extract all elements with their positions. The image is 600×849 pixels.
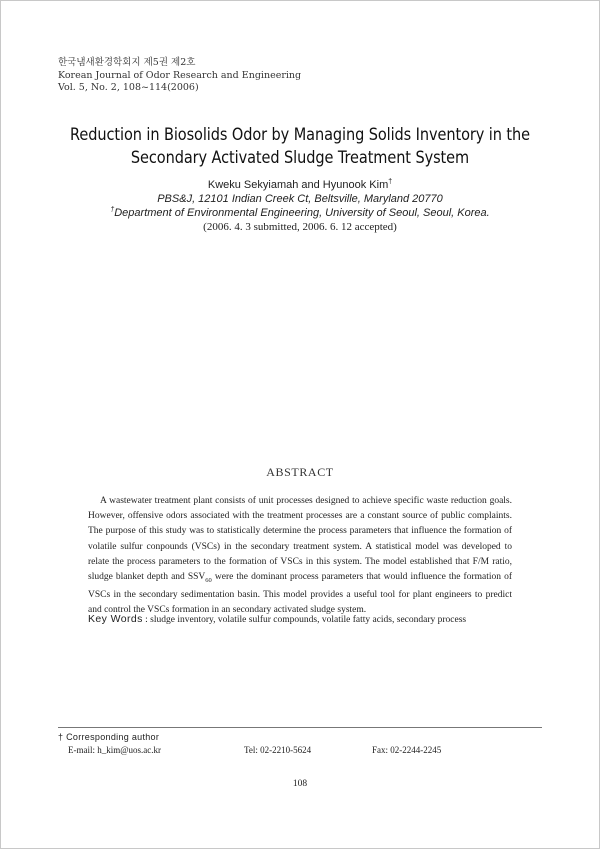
submission-dates: (2006. 4. 3 submitted, 2006. 6. 12 accepted) [203,221,397,233]
keywords-label: Key Words [88,613,143,625]
contact-tel: Tel: 02-2210-5624 [244,745,312,755]
article-title-line-2: Secondary Activated Sludge Treatment System [130,148,470,167]
affiliation-2-mark: † [110,206,115,214]
journal-volume-info: Vol. 5, No. 2, 108~114(2006) [58,82,199,93]
keywords-separator: : [142,615,151,625]
journal-english-title: Korean Journal of Odor Research and Engineering [58,69,302,81]
abstract-text-part-1: A wastewater treatment plant consists of unit processes designed to achieve specific waste reduction goals. However, offensive odors associated with the treatment processes are a constant source of public complaints. The purpose of this study was to statistically determine the process parameters that influence the formation of volatile sulfur conpounds (VSCs) in the secondary treatment system. A statistical model was developed to relate the process parameters to the formation of VSCs in this system. The model established that F/M ratio, sludge blanket depth and SSV [88,496,512,583]
author-mark: † [388,178,393,186]
contact-email: E-mail: h_kim@uos.ac.kr [68,745,162,755]
page-number: 108 [292,779,308,789]
abstract-subscript: 60 [205,576,212,584]
keywords [88,613,528,625]
contact-fax: Fax: 02-2244-2245 [372,745,442,755]
article-title-line-1: Reduction in Biosolids Odor by Managing Solids Inventory in the [70,125,530,144]
abstract-heading: ABSTRACT [266,465,334,479]
affiliation-2-line [0,206,600,220]
authors-line [0,178,600,192]
journal-header [58,57,301,95]
authors: Kweku Sekyiamah and Hyunook Kim [207,179,389,191]
corresponding-author-label: † Corresponding author [58,732,160,742]
footnote [58,731,542,757]
contact-line [58,744,542,757]
affiliation-1: PBS&J, 12101 Indian Creek Ct, Beltsville, Maryland 20770 [157,193,443,205]
footnote-divider [58,727,542,728]
abstract-body [88,494,512,619]
article-title [36,123,564,169]
affiliation-2: Department of Environmental Engineering, University of Seoul, Seoul, Korea. [114,207,490,219]
keywords-text: sludge inventory, volatile sulfur compounds, volatile fatty acids, secondary process [150,615,467,625]
journal-korean-title: 한국냄새환경학회지 제5권 제2호 [58,57,196,68]
byline [0,178,600,234]
abstract-text-part-2: were the dominant process parameters that would influence the formation of VSCs in the secondary sedimentation basin. This model provides a useful tool for plant engineers to predict and control the VSCs formation in an secondary activated sludge system. [88,572,512,616]
